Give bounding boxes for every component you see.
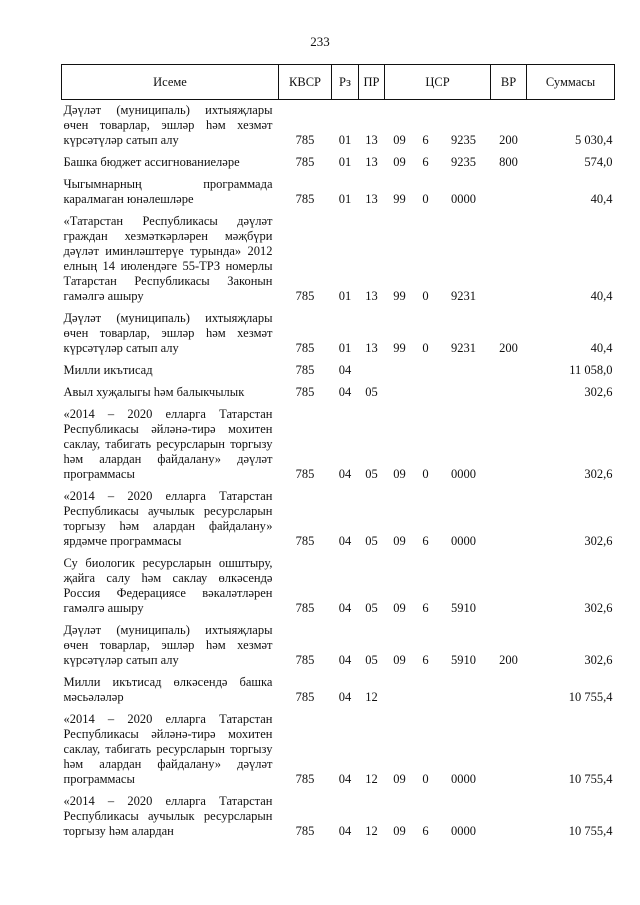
- cell-rz: 04: [338, 385, 352, 399]
- cell-kvsr: 785: [295, 690, 315, 704]
- cell-name: Дәүләт (муниципаль) ихтыяҗлары өчен товарлар, эшләр һәм хезмәт күрсәтүләр сатып алу: [63, 103, 273, 147]
- cell-csr-program: [385, 360, 415, 382]
- cell-kvsr: 785: [295, 467, 315, 481]
- cell-vr: [491, 791, 527, 843]
- cell-vr: 800: [499, 155, 518, 169]
- cell-name: «2014 – 2020 елларга Татарстан Республикасы аучылык ресурсларын торгызу һәм алардан: [63, 794, 273, 838]
- cell-vr: [491, 672, 527, 709]
- cell-vr: [491, 486, 527, 553]
- cell-csr-direction: 0000: [451, 467, 476, 481]
- page-number: 233: [310, 34, 330, 49]
- table-row: [62, 486, 615, 553]
- cell-csr-direction: 0000: [451, 824, 476, 838]
- cell-csr-program: 09: [393, 601, 406, 615]
- cell-pr: [359, 360, 385, 382]
- cell-name: Су биологик ресурсларын ошштыру, җайга салу һәм саклау өлкәсендә Россия Федерациясе вәкаләтләрен гамәлгә ашыру: [63, 556, 273, 615]
- table-row: [62, 709, 615, 791]
- cell-csr-direction: [437, 360, 491, 382]
- cell-csr-program: 09: [393, 772, 406, 786]
- cell-kvsr: 785: [295, 653, 315, 667]
- cell-csr-direction: 0000: [451, 534, 476, 548]
- cell-sum: 10 755,4: [568, 824, 613, 838]
- cell-csr-direction: [437, 382, 491, 404]
- cell-sum: 40,4: [590, 192, 613, 206]
- header-csr: ЦСР: [385, 65, 491, 100]
- cell-csr-subprogram: 6: [422, 155, 429, 169]
- budget-table: [61, 64, 615, 843]
- cell-rz: 04: [338, 772, 352, 786]
- cell-vr: [491, 553, 527, 620]
- table-row: [62, 404, 615, 486]
- cell-rz: 04: [338, 363, 352, 377]
- cell-name: «2014 – 2020 елларга Татарстан Республикасы әйләнә-тирә мохитен саклау, табигать ресурсларын торгызу һәм алардан файдалану» дәүләт программасы: [63, 712, 273, 786]
- header-vr: ВР: [491, 65, 527, 100]
- cell-pr: 05: [365, 467, 378, 481]
- cell-name: Милли икътисад өлкәсендә башка мәсьәләләр: [63, 675, 273, 704]
- cell-sum: 11 058,0: [569, 363, 613, 377]
- cell-csr-subprogram: 0: [422, 467, 429, 481]
- cell-sum: 10 755,4: [568, 772, 613, 786]
- cell-rz: 04: [338, 653, 352, 667]
- header-sum: Суммасы: [527, 65, 615, 100]
- cell-kvsr: 785: [295, 192, 315, 206]
- cell-sum: 302,6: [584, 653, 613, 667]
- cell-csr-subprogram: 6: [422, 133, 429, 147]
- cell-sum: 5 030,4: [575, 133, 613, 147]
- cell-sum: 302,6: [584, 467, 613, 481]
- cell-csr-direction: [437, 672, 491, 709]
- cell-csr-direction: 5910: [451, 601, 476, 615]
- cell-csr-subprogram: 6: [422, 601, 429, 615]
- cell-pr: 13: [365, 133, 378, 147]
- cell-csr-program: [385, 672, 415, 709]
- table-row: [62, 174, 615, 211]
- cell-vr: [491, 174, 527, 211]
- table-body: [62, 100, 615, 844]
- cell-csr-program: 09: [393, 824, 406, 838]
- table-row: [62, 791, 615, 843]
- cell-pr: 13: [365, 155, 378, 169]
- cell-csr-direction: 9231: [451, 341, 476, 355]
- table-row: [62, 620, 615, 672]
- cell-kvsr: 785: [295, 289, 315, 303]
- cell-vr: 200: [499, 133, 518, 147]
- table-row: [62, 553, 615, 620]
- table-header: [62, 65, 615, 100]
- cell-csr-subprogram: [415, 360, 437, 382]
- cell-pr: 13: [365, 192, 378, 206]
- cell-pr: 05: [365, 601, 378, 615]
- table-row: [62, 211, 615, 308]
- cell-name: Дәүләт (муниципаль) ихтыяҗлары өчен товарлар, эшләр һәм хезмәт күрсәтүләр сатып алу: [63, 311, 273, 355]
- cell-vr: [491, 709, 527, 791]
- cell-kvsr: 785: [295, 155, 315, 169]
- cell-kvsr: 785: [295, 341, 315, 355]
- header-name: Исеме: [62, 65, 279, 100]
- cell-vr: [491, 382, 527, 404]
- cell-pr: 12: [365, 690, 378, 704]
- cell-kvsr: 785: [295, 133, 315, 147]
- cell-csr-subprogram: [415, 382, 437, 404]
- cell-rz: 04: [338, 467, 352, 481]
- cell-csr-subprogram: 6: [422, 824, 429, 838]
- table-row: [62, 152, 615, 174]
- cell-csr-program: 99: [393, 192, 406, 206]
- cell-csr-program: 09: [393, 133, 406, 147]
- cell-kvsr: 785: [295, 601, 315, 615]
- cell-pr: 13: [365, 289, 378, 303]
- header-pr: ПР: [359, 65, 385, 100]
- cell-name: Дәүләт (муниципаль) ихтыяҗлары өчен товарлар, эшләр һәм хезмәт күрсәтүләр сатып алу: [63, 623, 273, 667]
- cell-sum: 302,6: [584, 385, 613, 399]
- cell-vr: [491, 360, 527, 382]
- cell-vr: [491, 211, 527, 308]
- cell-kvsr: 785: [295, 772, 315, 786]
- cell-rz: 04: [338, 534, 352, 548]
- cell-kvsr: 785: [295, 534, 315, 548]
- cell-sum: 574,0: [584, 155, 613, 169]
- cell-csr-program: 09: [393, 467, 406, 481]
- cell-csr-subprogram: 0: [422, 772, 429, 786]
- cell-csr-direction: 0000: [451, 772, 476, 786]
- cell-rz: 01: [338, 289, 352, 303]
- cell-name: «2014 – 2020 елларга Татарстан Республикасы аучылык ресурсларын торгызу һәм алардан файдалану» ярдәмче программасы: [63, 489, 273, 548]
- cell-csr-subprogram: 6: [422, 534, 429, 548]
- table-row: [62, 360, 615, 382]
- cell-csr-program: 09: [393, 534, 406, 548]
- cell-csr-direction: 9231: [451, 289, 476, 303]
- table-row: [62, 308, 615, 360]
- cell-name: «2014 – 2020 елларга Татарстан Республикасы әйләнә-тирә мохитен саклау, табигать ресурсларын торгызу һәм алардан файдалану» дәүләт программасы: [63, 407, 273, 481]
- cell-rz: 04: [338, 601, 352, 615]
- cell-pr: 12: [365, 772, 378, 786]
- cell-csr-direction: 9235: [451, 155, 476, 169]
- cell-csr-program: 99: [393, 341, 406, 355]
- cell-rz: 01: [338, 192, 352, 206]
- cell-kvsr: 785: [295, 385, 315, 399]
- cell-csr-subprogram: 0: [422, 341, 429, 355]
- cell-sum: 40,4: [590, 341, 613, 355]
- cell-vr: 200: [499, 653, 518, 667]
- cell-csr-program: 99: [393, 289, 406, 303]
- cell-rz: 04: [338, 824, 352, 838]
- cell-csr-program: [385, 382, 415, 404]
- cell-csr-direction: 0000: [451, 192, 476, 206]
- cell-csr-subprogram: 0: [422, 289, 429, 303]
- table-row: [62, 100, 615, 153]
- cell-csr-program: 09: [393, 653, 406, 667]
- cell-csr-subprogram: 0: [422, 192, 429, 206]
- cell-vr: [491, 404, 527, 486]
- cell-sum: 302,6: [584, 601, 613, 615]
- cell-csr-subprogram: [415, 672, 437, 709]
- cell-rz: 01: [338, 133, 352, 147]
- header-kvsr: КВСР: [279, 65, 332, 100]
- cell-rz: 01: [338, 341, 352, 355]
- cell-name: «Татарстан Республикасы дәүләт граждан хезмәткәрләрен мәҗбүри дәүләт иминләштерүе турында» 2012 елның 14 июлендәге 55-ТРЗ номерлы Татарстан Республикасы Законын гамәлгә ашыру: [63, 214, 273, 303]
- cell-csr-program: 09: [393, 155, 406, 169]
- cell-name: Чыгымнарның программада каралмаган юнәлешләре: [63, 177, 273, 206]
- cell-name: Милли икътисад: [63, 363, 153, 377]
- cell-sum: 302,6: [584, 534, 613, 548]
- cell-pr: 05: [365, 534, 378, 548]
- cell-csr-direction: 9235: [451, 133, 476, 147]
- cell-csr-subprogram: 6: [422, 653, 429, 667]
- cell-sum: 40,4: [590, 289, 613, 303]
- cell-pr: 13: [365, 341, 378, 355]
- cell-vr: 200: [499, 341, 518, 355]
- cell-rz: 04: [338, 690, 352, 704]
- cell-kvsr: 785: [295, 824, 315, 838]
- table-row: [62, 672, 615, 709]
- cell-sum: 10 755,4: [568, 690, 613, 704]
- table-row: [62, 382, 615, 404]
- cell-rz: 01: [338, 155, 352, 169]
- cell-name: Башка бюджет ассигнованиеләре: [63, 155, 240, 169]
- cell-kvsr: 785: [295, 363, 315, 377]
- cell-pr: 05: [365, 653, 378, 667]
- cell-name: Авыл хуҗалыгы һәм балыкчылык: [63, 385, 245, 399]
- cell-pr: 12: [365, 824, 378, 838]
- cell-pr: 05: [365, 385, 378, 399]
- header-rz: Рз: [332, 65, 359, 100]
- cell-csr-direction: 5910: [451, 653, 476, 667]
